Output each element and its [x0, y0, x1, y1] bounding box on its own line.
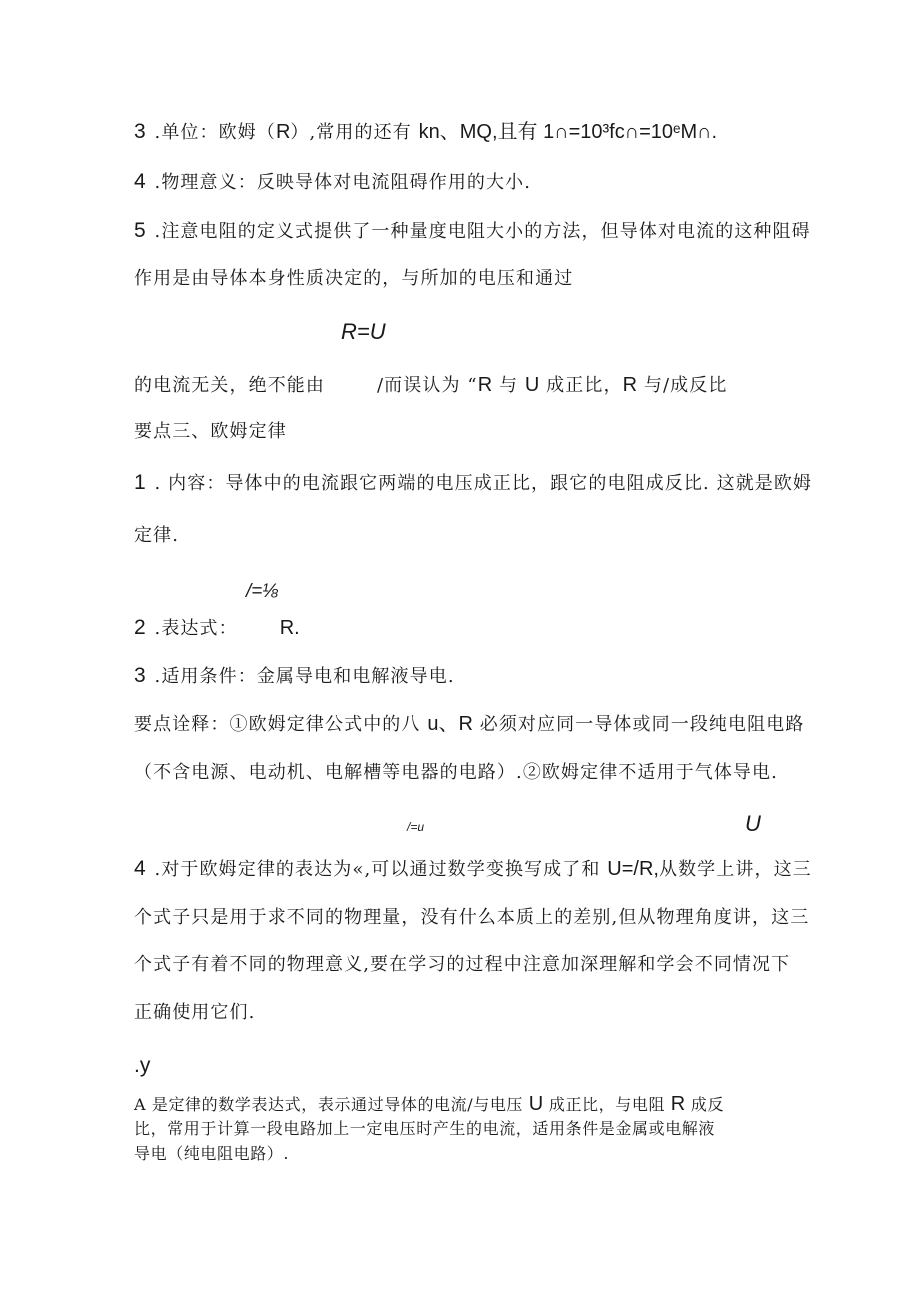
text-line-forms-cont-2 — [134, 953, 790, 977]
section-title — [134, 420, 287, 444]
text-run: 的电流无关，绝不能由 — [134, 375, 325, 396]
text-run: . 内容：导体中的电流跟它两端的电压成正比，跟它的电阻成反比. 这就是欧姆 — [147, 473, 813, 494]
text-line-summary-3 — [134, 1143, 289, 1165]
symbol: R. — [279, 617, 300, 639]
formula-fragment-y: .y — [134, 1054, 151, 1077]
text-run: 个式子有着不同的物理意义,要在学习的过程中注意加深理解和学会不同情况下 — [134, 954, 791, 975]
text-run: .注意电阻的定义式提供了一种量度电阻大小的方法，但导体对电流的这种阻碍 — [147, 221, 811, 242]
text-line-forms — [134, 857, 812, 882]
text-run: 定律. — [134, 525, 180, 546]
formula-fragment-r-u: R=U — [341, 319, 386, 344]
text-run: ）,常用的还有 — [290, 122, 419, 143]
symbol: U — [528, 1093, 544, 1115]
item-number: 1 — [134, 471, 146, 494]
text-run: 成正比， — [539, 375, 623, 396]
text-run: 要点诠释：①欧姆定律公式中的八 — [134, 714, 428, 735]
text-run: .对于欧姆定律的表达为«,可以通过数学变换写成了和 — [147, 859, 608, 880]
text-line-explanation — [134, 712, 804, 737]
text-line-note-end — [134, 373, 727, 398]
text-line-conditions — [134, 664, 455, 689]
text-line-unit — [134, 120, 717, 145]
item-number: 4 — [134, 857, 146, 880]
text-run: 比，常用于计算一段电路加上一定电压时产生的电流，适用条件是金属或电解液 — [134, 1119, 716, 1138]
text-run: 与 — [492, 375, 525, 396]
text-line-summary-1 — [134, 1093, 724, 1116]
text-line-expression — [134, 616, 300, 641]
symbol: R — [670, 1093, 686, 1115]
text-line-forms-cont-1 — [134, 906, 809, 930]
text-line-note-cont — [134, 267, 573, 291]
text-line-forms-cont-3 — [134, 1001, 255, 1025]
text-run: （不含电源、电动机、电解槽等电器的电路）.②欧姆定律不适用于气体导电. — [134, 762, 778, 783]
text-run: 导电（纯电阻电路）. — [134, 1144, 290, 1163]
symbol: R — [275, 121, 291, 143]
text-run: .物理意义：反映导体对电流阻碍作用的大小. — [147, 172, 532, 193]
symbol: U=/R, — [607, 858, 659, 880]
item-number: 3 — [134, 120, 146, 143]
text-run: /而误认为 “ — [377, 375, 478, 396]
text-line-summary-2 — [134, 1118, 715, 1140]
item-number: 4 — [134, 170, 146, 193]
text-run: 与/成反比 — [637, 375, 728, 396]
unit-formula: kn、MQ,且有 1∩=10³fc∩=10ᵉM∩. — [418, 121, 718, 143]
symbol: u、R — [427, 713, 473, 735]
formula-part: /=u — [407, 820, 425, 834]
text-line-content-cont — [134, 524, 179, 548]
text-line-note — [134, 219, 811, 244]
text-line-content — [134, 471, 812, 496]
text-run: 作用是由导体本身性质决定的，与所加的电压和通过 — [134, 268, 574, 289]
text-line-explanation-cont — [134, 761, 778, 785]
text-run: 成正比，与电阻 — [543, 1095, 671, 1114]
formula-fragment-u: U — [745, 811, 761, 836]
text-run: 成反 — [685, 1095, 725, 1114]
symbol: R — [622, 374, 638, 396]
text-run: 个式子只是用于求不同的物理量，没有什么本质上的差别,但从物理角度讲，这三 — [134, 907, 810, 928]
text-run: .单位：欧姆（ — [147, 122, 276, 143]
symbol: R — [477, 374, 493, 396]
text-run: 从数学上讲，这三 — [658, 859, 812, 880]
item-number: 3 — [134, 664, 146, 687]
text-run: .适用条件：金属导电和电解液导电. — [147, 666, 455, 687]
text-run: 必须对应同一导体或同一段纯电阻电路 — [472, 714, 805, 735]
formula-fragment-i-u: /=⅛ — [246, 581, 279, 602]
text-run: 要点三、欧姆定律 — [134, 421, 287, 442]
text-line-meaning — [134, 170, 531, 195]
symbol: U — [524, 374, 540, 396]
item-number: 5 — [134, 219, 146, 242]
text-run: 正确使用它们. — [134, 1002, 256, 1023]
formula-fragment-i-u-small — [407, 814, 424, 837]
text-run: .表达式： — [147, 618, 238, 639]
item-number: 2 — [134, 616, 146, 639]
text-run: A 是定律的数学表达式，表示通过导体的电流/与电压 — [134, 1095, 529, 1114]
